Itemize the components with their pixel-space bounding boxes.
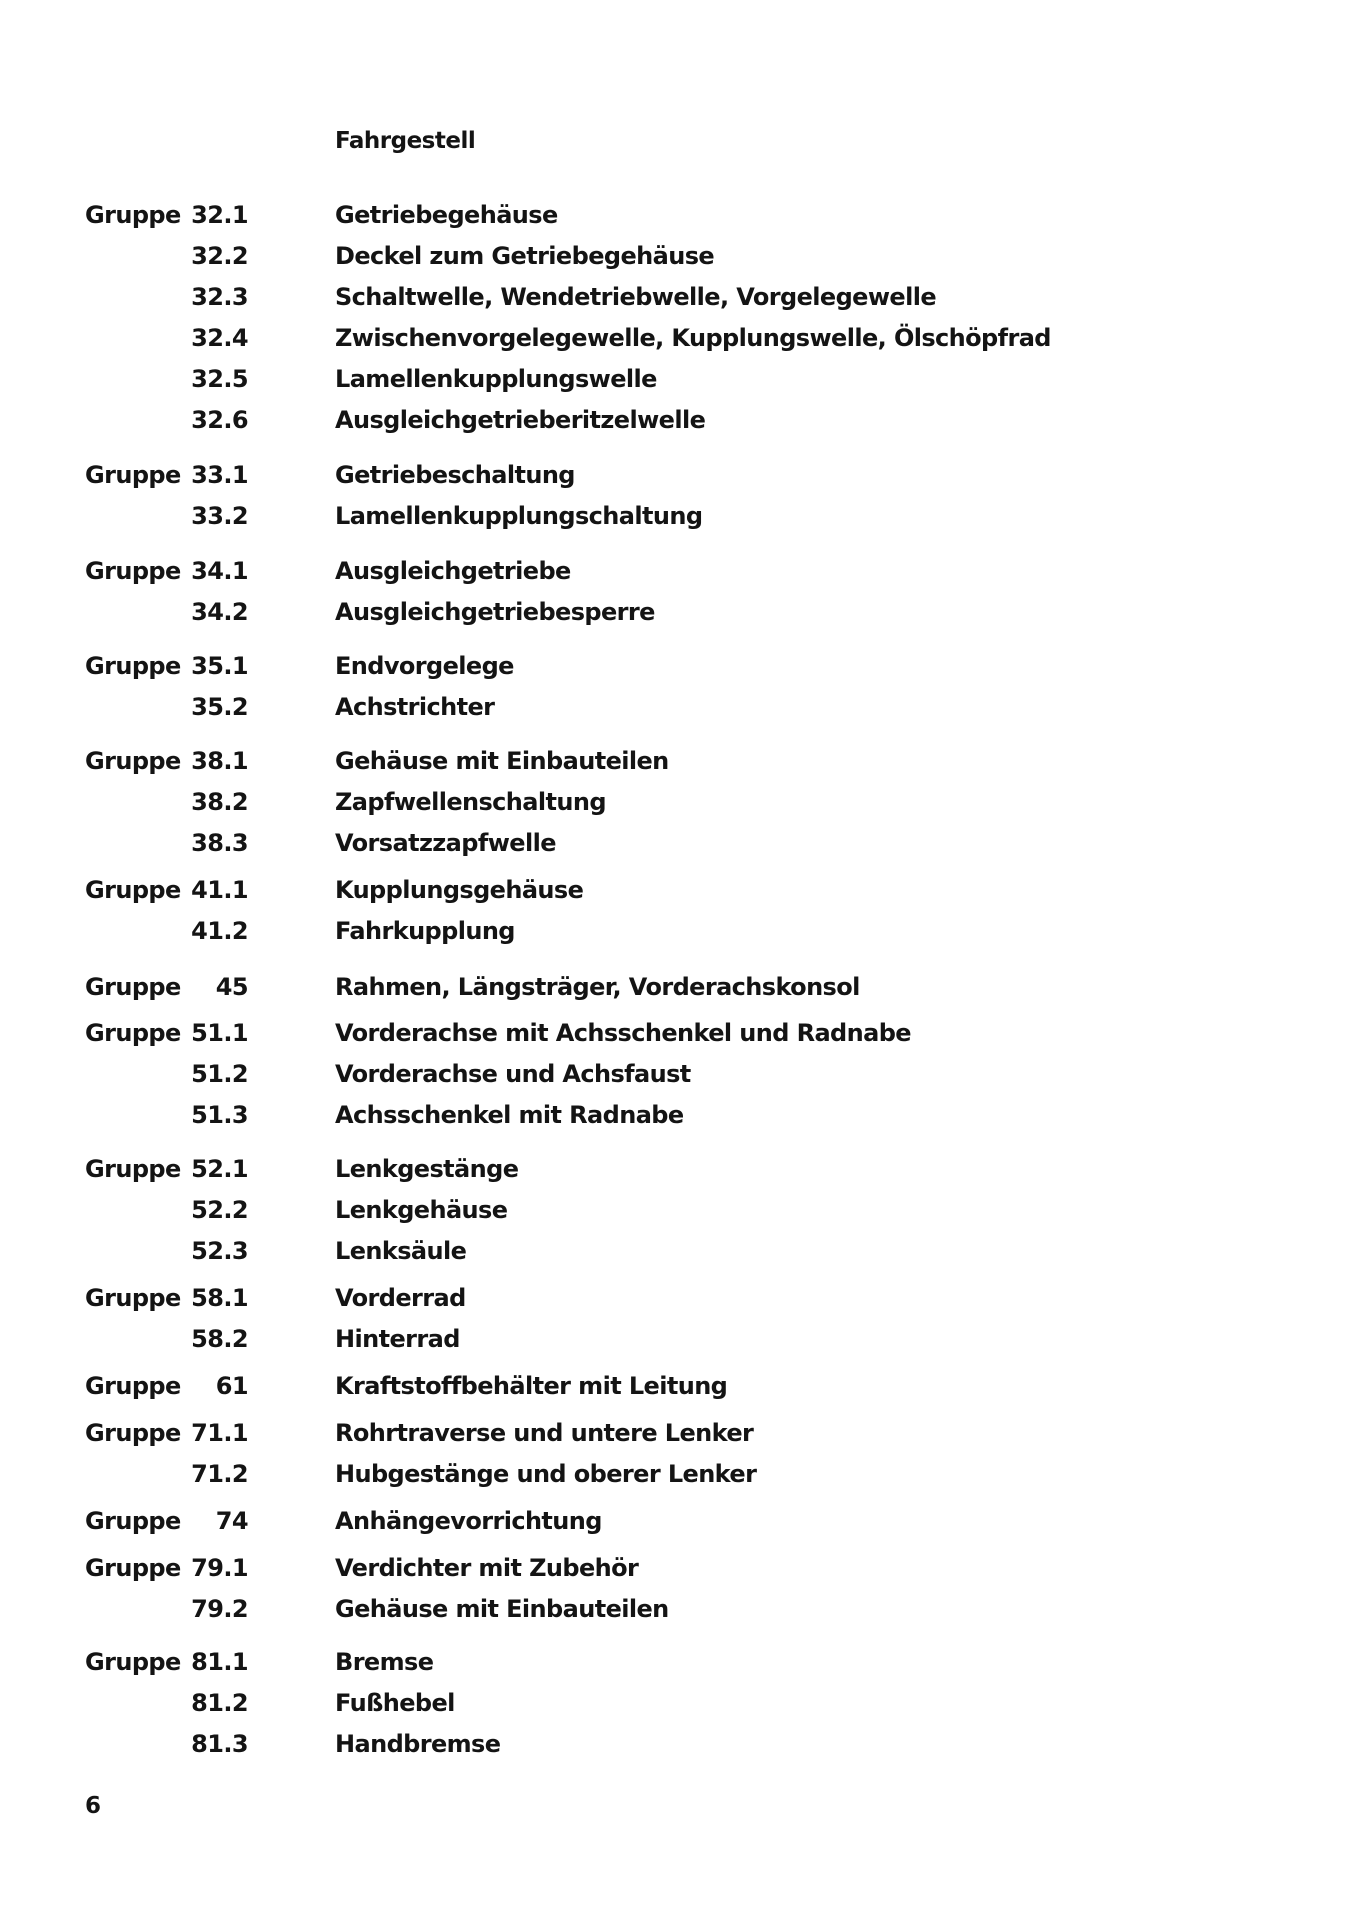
group-row — [0, 1644, 1369, 1680]
group-title: Anhängevorrichtung — [335, 1507, 602, 1535]
page-number: 6 — [85, 1793, 102, 1819]
group-row — [0, 279, 1369, 315]
group-label: Gruppe — [85, 461, 181, 489]
group-code: 45 — [215, 973, 248, 1001]
group-label: Gruppe — [85, 1372, 181, 1400]
group-code: 58.2 — [191, 1325, 248, 1353]
group-code: 33.1 — [191, 461, 248, 489]
group-title: Getriebeschaltung — [335, 461, 575, 489]
group-code: 71.1 — [191, 1419, 248, 1447]
group-row — [0, 1056, 1369, 1092]
group-title: Zapfwellenschaltung — [335, 788, 606, 816]
group-row — [0, 553, 1369, 589]
group-title: Lamellenkupplungschaltung — [335, 502, 703, 530]
group-row — [0, 361, 1369, 397]
group-row — [0, 402, 1369, 438]
group-title: Endvorgelege — [335, 652, 514, 680]
group-row — [0, 197, 1369, 233]
group-row — [0, 1415, 1369, 1451]
group-title: Lenkgehäuse — [335, 1196, 508, 1224]
group-code: 32.2 — [191, 242, 248, 270]
group-title: Rahmen, Längsträger, Vorderachskonsol — [335, 973, 860, 1001]
group-row — [0, 784, 1369, 820]
group-label: Gruppe — [85, 973, 181, 1001]
group-row — [0, 969, 1369, 1005]
group-code: 33.2 — [191, 502, 248, 530]
group-title: Vorderachse und Achsfaust — [335, 1060, 691, 1088]
group-title: Gehäuse mit Einbauteilen — [335, 747, 669, 775]
group-row — [0, 1321, 1369, 1357]
group-code: 38.3 — [191, 829, 248, 857]
group-title: Ausgleichgetrieberitzelwelle — [335, 406, 706, 434]
group-code: 58.1 — [191, 1284, 248, 1312]
group-row — [0, 648, 1369, 684]
group-row — [0, 1503, 1369, 1539]
group-row — [0, 1151, 1369, 1187]
group-title: Schaltwelle, Wendetriebwelle, Vorgelegewelle — [335, 283, 937, 311]
group-title: Ausgleichgetriebe — [335, 557, 571, 585]
group-code: 81.3 — [191, 1730, 248, 1758]
group-row — [0, 457, 1369, 493]
group-title: Kraftstoffbehälter mit Leitung — [335, 1372, 728, 1400]
group-title: Fußhebel — [335, 1689, 455, 1717]
group-label: Gruppe — [85, 1155, 181, 1183]
group-row — [0, 872, 1369, 908]
group-row — [0, 320, 1369, 356]
group-title: Getriebegehäuse — [335, 201, 558, 229]
group-title: Achsschenkel mit Radnabe — [335, 1101, 684, 1129]
group-title: Achstrichter — [335, 693, 495, 721]
group-code: 32.5 — [191, 365, 248, 393]
group-row — [0, 238, 1369, 274]
group-title: Vorsatzzapfwelle — [335, 829, 556, 857]
group-title: Gehäuse mit Einbauteilen — [335, 1595, 669, 1623]
group-code: 61 — [215, 1372, 248, 1400]
group-label: Gruppe — [85, 1648, 181, 1676]
section-heading: Fahrgestell — [335, 128, 476, 154]
group-row — [0, 1550, 1369, 1586]
group-code: 32.6 — [191, 406, 248, 434]
group-code: 32.1 — [191, 201, 248, 229]
group-code: 32.3 — [191, 283, 248, 311]
group-row — [0, 1015, 1369, 1051]
group-row — [0, 743, 1369, 779]
group-label: Gruppe — [85, 1419, 181, 1447]
group-row — [0, 1685, 1369, 1721]
group-code: 35.2 — [191, 693, 248, 721]
group-code: 79.1 — [191, 1554, 248, 1582]
group-label: Gruppe — [85, 652, 181, 680]
group-row — [0, 1233, 1369, 1269]
group-label: Gruppe — [85, 1019, 181, 1047]
group-row — [0, 594, 1369, 630]
group-code: 32.4 — [191, 324, 248, 352]
group-code: 51.3 — [191, 1101, 248, 1129]
group-row — [0, 913, 1369, 949]
group-title: Hinterrad — [335, 1325, 460, 1353]
group-row — [0, 1456, 1369, 1492]
group-label: Gruppe — [85, 1554, 181, 1582]
group-title: Vorderrad — [335, 1284, 466, 1312]
group-label: Gruppe — [85, 876, 181, 904]
group-row — [0, 1280, 1369, 1316]
group-code: 81.1 — [191, 1648, 248, 1676]
group-code: 51.2 — [191, 1060, 248, 1088]
group-code: 34.2 — [191, 598, 248, 626]
group-code: 38.1 — [191, 747, 248, 775]
group-title: Fahrkupplung — [335, 917, 515, 945]
group-title: Lenksäule — [335, 1237, 467, 1265]
group-label: Gruppe — [85, 747, 181, 775]
group-label: Gruppe — [85, 557, 181, 585]
group-title: Deckel zum Getriebegehäuse — [335, 242, 715, 270]
group-code: 71.2 — [191, 1460, 248, 1488]
group-label: Gruppe — [85, 1284, 181, 1312]
group-row — [0, 825, 1369, 861]
group-label: Gruppe — [85, 201, 181, 229]
group-title: Zwischenvorgelegewelle, Kupplungswelle, Ölschöpfrad — [335, 324, 1051, 352]
group-title: Lamellenkupplungswelle — [335, 365, 657, 393]
group-title: Kupplungsgehäuse — [335, 876, 584, 904]
group-title: Lenkgestänge — [335, 1155, 519, 1183]
group-code: 74 — [215, 1507, 248, 1535]
group-title: Rohrtraverse und untere Lenker — [335, 1419, 754, 1447]
group-code: 52.3 — [191, 1237, 248, 1265]
group-row — [0, 498, 1369, 534]
group-title: Ausgleichgetriebesperre — [335, 598, 655, 626]
group-code: 52.1 — [191, 1155, 248, 1183]
group-code: 79.2 — [191, 1595, 248, 1623]
group-code: 34.1 — [191, 557, 248, 585]
group-row — [0, 689, 1369, 725]
group-row — [0, 1726, 1369, 1762]
group-title: Bremse — [335, 1648, 434, 1676]
group-code: 38.2 — [191, 788, 248, 816]
group-row — [0, 1192, 1369, 1228]
group-code: 41.1 — [191, 876, 248, 904]
group-code: 52.2 — [191, 1196, 248, 1224]
group-label: Gruppe — [85, 1507, 181, 1535]
group-title: Handbremse — [335, 1730, 501, 1758]
group-row — [0, 1368, 1369, 1404]
group-title: Hubgestänge und oberer Lenker — [335, 1460, 757, 1488]
group-code: 35.1 — [191, 652, 248, 680]
group-code: 81.2 — [191, 1689, 248, 1717]
group-title: Verdichter mit Zubehör — [335, 1554, 639, 1582]
group-title: Vorderachse mit Achsschenkel und Radnabe — [335, 1019, 911, 1047]
group-code: 41.2 — [191, 917, 248, 945]
group-row — [0, 1097, 1369, 1133]
group-code: 51.1 — [191, 1019, 248, 1047]
group-row — [0, 1591, 1369, 1627]
